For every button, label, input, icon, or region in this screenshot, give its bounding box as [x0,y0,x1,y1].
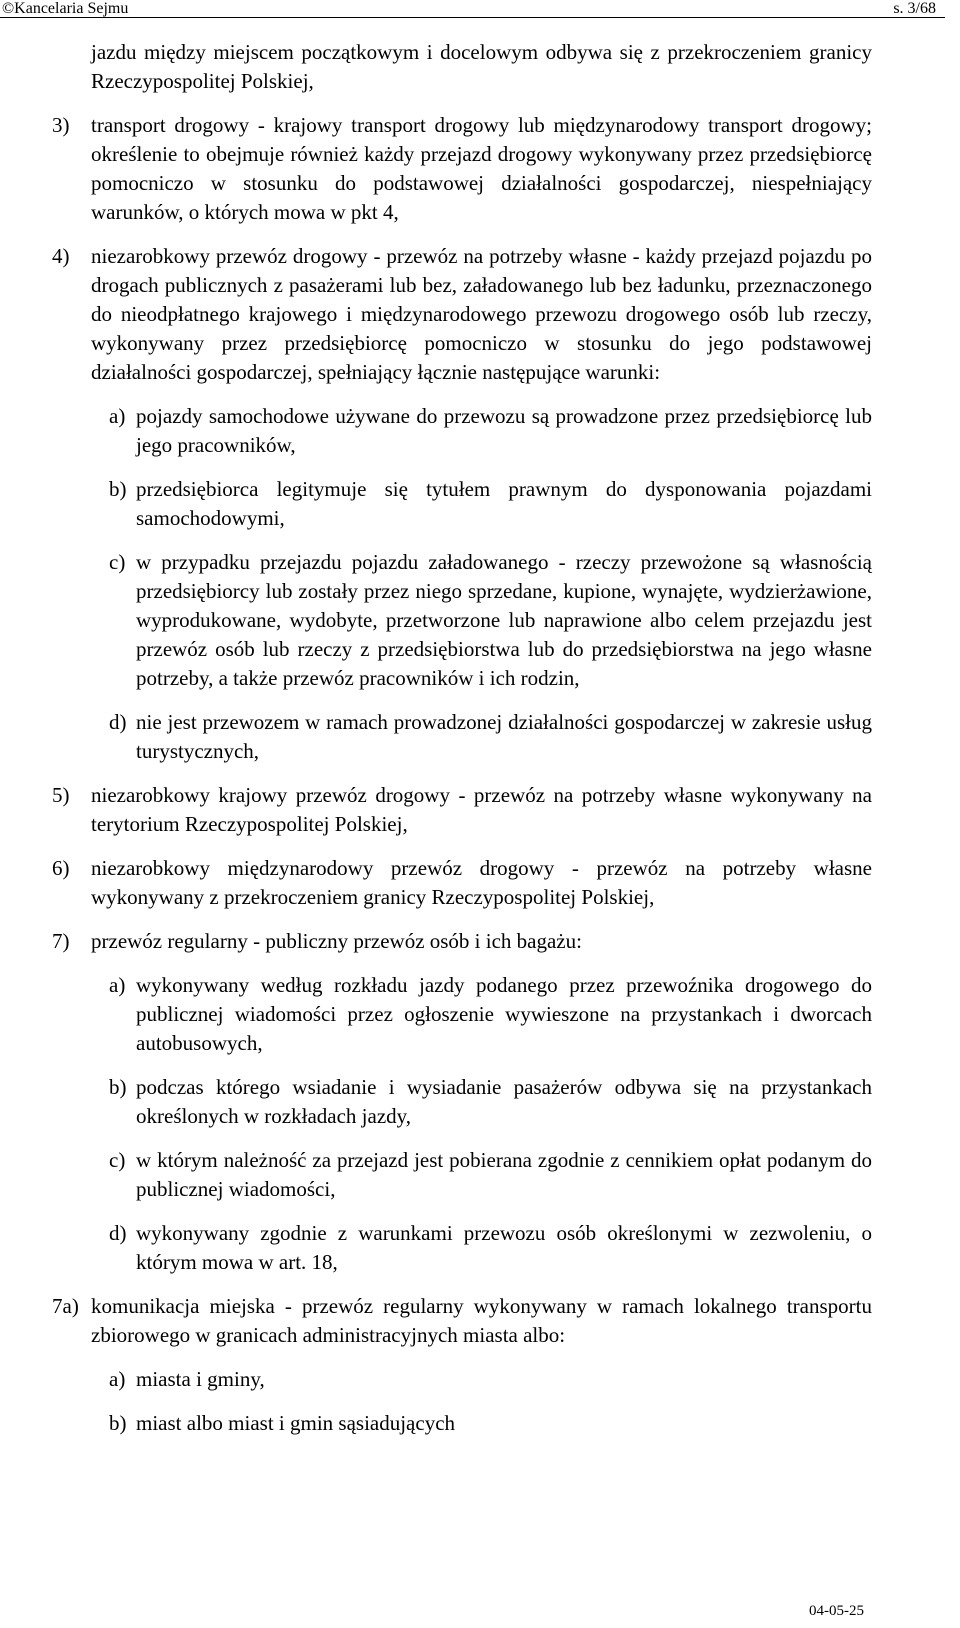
sub-item-label: a) [109,404,126,428]
definition-item [52,1292,872,1350]
item-text: niezarobkowy międzynarodowy przewóz drogowy - przewóz na potrzeby własne wykonywany z przekroczeniem granicy Rzeczypospolitej Polskiej, [91,856,872,909]
definition-item [52,927,872,956]
page-header [0,0,945,20]
footer-date: 04-05-25 [809,1603,864,1619]
sub-item-text: wykonywany zgodnie z warunkami przewozu osób określonymi w zezwoleniu, o którym mowa w art. 18, [136,1221,872,1274]
sub-item-label: a) [109,973,126,997]
item-label: 7a) [52,1294,79,1318]
paragraph-text: jazdu między miejscem początkowym i docelowym odbywa się z przekroczeniem granicy Rzeczypospolitej Polskiej, [91,40,872,93]
sub-item [52,1146,872,1204]
document-body [52,38,872,1438]
sub-item-label: c) [109,550,126,574]
sub-item-text: miasta i gminy, [136,1367,265,1391]
sub-item-label: b) [109,477,127,501]
sub-item [52,402,872,460]
sub-item-label: b) [109,1411,127,1435]
item-text: transport drogowy - krajowy transport drogowy lub międzynarodowy transport drogowy; określenie to obejmuje również każdy przejazd drogowy wykonywany przez przedsiębiorcę pomocniczo w stosunku do podstawowej działalności gospodarczej, niespełniający warunków, o których mowa w pkt 4, [91,113,872,224]
sub-item-text: w przypadku przejazdu pojazdu załadowanego - rzeczy przewożone są własnością przedsiębiorcy lub zostały przez niego sprzedane, kupione, wynajęte, wydzierżawione, wyprodukowane, wydobyte, przetworzone lub naprawione albo celem przejazdu jest przewóz osób lub rzeczy z przedsiębiorstwa lub do przedsiębiorstwa na jego własne potrzeby, a także przewóz pracowników i ich rodzin, [136,550,872,690]
sub-item [52,548,872,693]
item-text: niezarobkowy krajowy przewóz drogowy - przewóz na potrzeby własne wykonywany na terytorium Rzeczypospolitej Polskiej, [91,783,872,836]
sub-item [52,1365,872,1394]
header-rule [0,17,945,18]
sub-item-label: b) [109,1075,127,1099]
item-text: przewóz regularny - publiczny przewóz osób i ich bagażu: [91,929,582,953]
sub-item [52,1073,872,1131]
copyright-notice: ©Kancelaria Sejmu [2,0,129,17]
sub-item-text: nie jest przewozem w ramach prowadzonej działalności gospodarczej w zakresie usług turystycznych, [136,710,872,763]
item-text: niezarobkowy przewóz drogowy - przewóz na potrzeby własne - każdy przejazd pojazdu po drogach publicznych z pasażerami lub bez, załadowanego lub bez ładunku, przeznaczonego do nieodpłatnego krajowego i międzynarodowego przewozu drogowego osób lub rzeczy, wykonywany przez przedsiębiorcę pomocniczo w stosunku do jego podstawowej działalności gospodarczej, spełniający łącznie następujące warunki: [91,244,872,384]
definition-item [52,854,872,912]
sub-item-text: wykonywany według rozkładu jazdy podanego przez przewoźnika drogowego do publicznej wiadomości przez ogłoszenie wywieszone na przystankach i dworcach autobusowych, [136,973,872,1055]
item-text: komunikacja miejska - przewóz regularny wykonywany w ramach lokalnego transportu zbiorowego w granicach administracyjnych miasta albo: [91,1294,872,1347]
item-label: 6) [52,856,70,880]
definition-item [52,781,872,839]
sub-item [52,971,872,1058]
item-label: 4) [52,244,70,268]
sub-item [52,475,872,533]
definition-item [52,111,872,227]
sub-item-label: d) [109,1221,127,1245]
item-label: 7) [52,929,70,953]
page-number: s. 3/68 [893,0,936,17]
sub-item-text: w którym należność za przejazd jest pobierana zgodnie z cennikiem opłat podanym do publicznej wiadomości, [136,1148,872,1201]
sub-item [52,1409,872,1438]
continuation-paragraph [52,38,872,96]
item-label: 3) [52,113,70,137]
sub-item [52,708,872,766]
sub-item [52,1219,872,1277]
sub-item-label: c) [109,1148,126,1172]
sub-item-text: pojazdy samochodowe używane do przewozu są prowadzone przez przedsiębiorcę lub jego pracowników, [136,404,872,457]
sub-item-text: przedsiębiorca legitymuje się tytułem prawnym do dysponowania pojazdami samochodowymi, [136,477,872,530]
sub-item-label: a) [109,1367,126,1391]
sub-item-text: miast albo miast i gmin sąsiadujących [136,1411,456,1435]
item-label: 5) [52,783,70,807]
sub-item-text: podczas którego wsiadanie i wysiadanie pasażerów odbywa się na przystankach określonych w rozkładach jazdy, [136,1075,872,1128]
sub-item-label: d) [109,710,127,734]
definition-item [52,242,872,387]
